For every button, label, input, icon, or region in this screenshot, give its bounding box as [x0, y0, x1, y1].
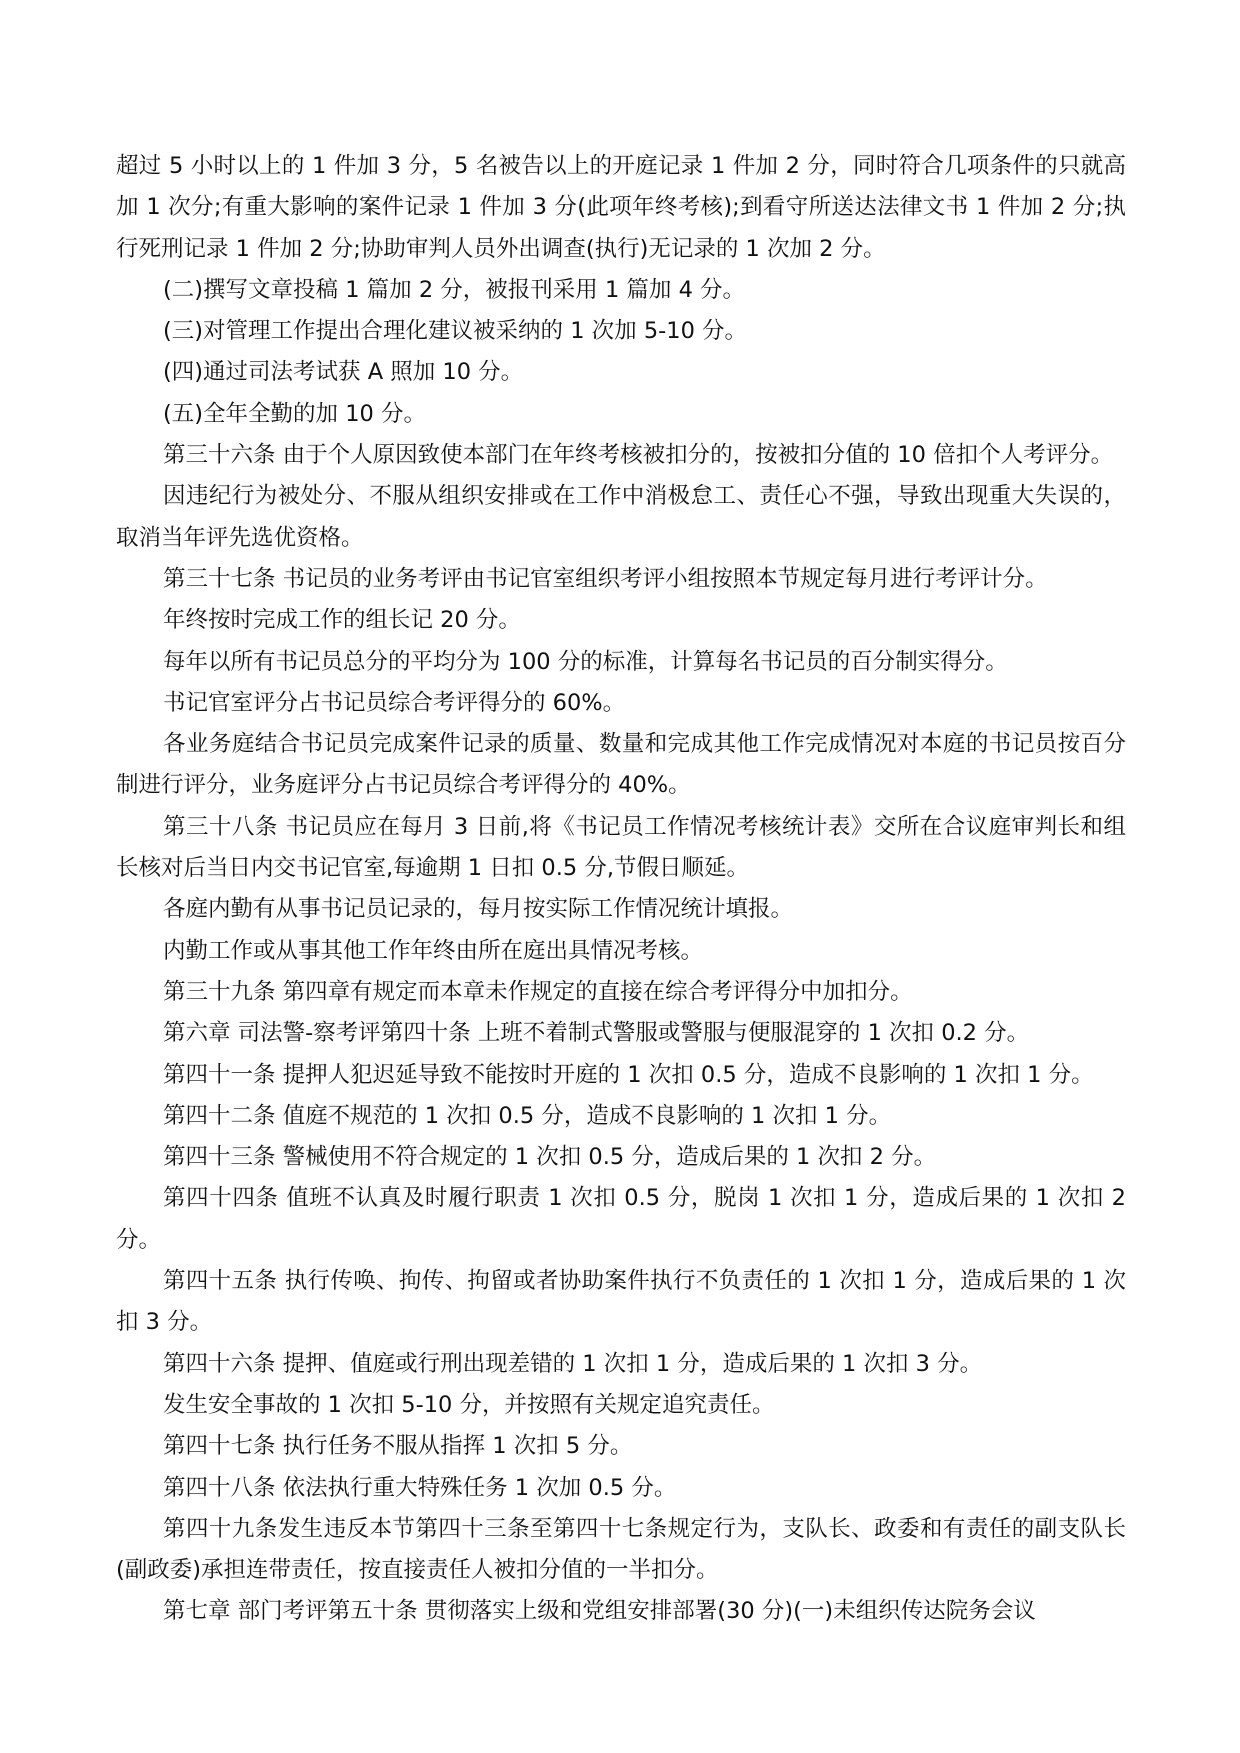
paragraph: 第三十八条 书记员应在每月 3 日前,将《书记员工作情况考核统计表》交所在合议庭审判长和组长核对后当日内交书记官室,每逾期 1 日扣 0.5 分,节假日顺延。 — [116, 813, 1126, 882]
paragraph: 各庭内勤有从事书记员记录的，每月按实际工作情况统计填报。 — [163, 896, 794, 923]
paragraph: 第三十七条 书记员的业务考评由书记官室组织考评小组按照本节规定每月进行考评计分。 — [163, 565, 1048, 592]
paragraph: 第四十三条 警械使用不符合规定的 1 次扣 0.5 分，造成后果的 1 次扣 2 分。 — [163, 1144, 937, 1171]
paragraph: 内勤工作或从事其他工作年终由所在庭出具情况考核。 — [163, 937, 704, 964]
paragraph: 超过 5 小时以上的 1 件加 3 分，5 名被告以上的开庭记录 1 件加 2 分，同时符合几项条件的只就高加 1 次分;有重大影响的案件记录 1 件加 3 分(此项年终考核);到看守所送达法律文书 1 件加 2 分;执行死刑记录 1 件加 2 分;协助审判人员外出调查(执行)无记录的 1 次加 2 分。 — [116, 153, 1126, 262]
paragraph: 第三十六条 由于个人原因致使本部门在年终考核被扣分的，按被扣分值的 10 倍扣个人考评分。 — [163, 442, 1114, 469]
paragraph: 各业务庭结合书记员完成案件记录的质量、数量和完成其他工作完成情况对本庭的书记员按百分制进行评分，业务庭评分占书记员综合考评得分的 40%。 — [116, 731, 1126, 799]
paragraph: 书记官室评分占书记员综合考评得分的 60%。 — [163, 689, 626, 716]
paragraph: 第四十一条 提押人犯迟延导致不能按时开庭的 1 次扣 0.5 分，造成不良影响的 1 次扣 1 分。 — [163, 1061, 1094, 1088]
paragraph: (四)通过司法考试获 A 照加 10 分。 — [163, 359, 524, 386]
paragraph: 第四十九条发生违反本节第四十三条至第四十七条规定行为，支队长、政委和有责任的副支队长(副政委)承担连带责任，按直接责任人被扣分值的一半扣分。 — [116, 1515, 1126, 1584]
document-body — [116, 146, 1126, 1633]
paragraph: 第四十四条 值班不认真及时履行职责 1 次扣 0.5 分，脱岗 1 次扣 1 分，造成后果的 1 次扣 2 分。 — [116, 1185, 1126, 1253]
paragraph: 第四十八条 依法执行重大特殊任务 1 次加 0.5 分。 — [163, 1474, 677, 1501]
paragraph: 第四十二条 值庭不规范的 1 次扣 0.5 分，造成不良影响的 1 次扣 1 分。 — [163, 1102, 892, 1129]
paragraph: 第四十七条 执行任务不服从指挥 1 次扣 5 分。 — [163, 1433, 633, 1460]
paragraph: 第四十五条 执行传唤、拘传、拘留或者协助案件执行不负责任的 1 次扣 1 分，造成后果的 1 次扣 3 分。 — [116, 1268, 1126, 1336]
paragraph: 每年以所有书记员总分的平均分为 100 分的标准，计算每名书记员的百分制实得分。 — [163, 648, 1008, 675]
paragraph: 第三十九条 第四章有规定而本章未作规定的直接在综合考评得分中加扣分。 — [163, 978, 913, 1005]
paragraph: (二)撰写文章投稿 1 篇加 2 分，被报刊采用 1 篇加 4 分。 — [163, 276, 746, 303]
paragraph: (三)对管理工作提出合理化建议被采纳的 1 次加 5-10 分。 — [163, 318, 748, 345]
paragraph: 因违纪行为被处分、不服从组织安排或在工作中消极怠工、责任心不强，导致出现重大失误的，取消当年评先选优资格。 — [116, 483, 1126, 551]
paragraph: 第六章 司法警-察考评第四十条 上班不着制式警服或警服与便服混穿的 1 次扣 0.2 分。 — [163, 1020, 1030, 1047]
paragraph: 发生安全事故的 1 次扣 5-10 分，并按照有关规定追究责任。 — [163, 1391, 775, 1418]
paragraph: 第四十六条 提押、值庭或行刑出现差错的 1 次扣 1 分，造成后果的 1 次扣 3 分。 — [163, 1350, 983, 1377]
paragraph: 年终按时完成工作的组长记 20 分。 — [163, 607, 521, 634]
paragraph: (五)全年全勤的加 10 分。 — [163, 400, 426, 427]
paragraph: 第七章 部门考评第五十条 贯彻落实上级和党组安排部署(30 分)(一)未组织传达院务会议 — [163, 1598, 1036, 1625]
